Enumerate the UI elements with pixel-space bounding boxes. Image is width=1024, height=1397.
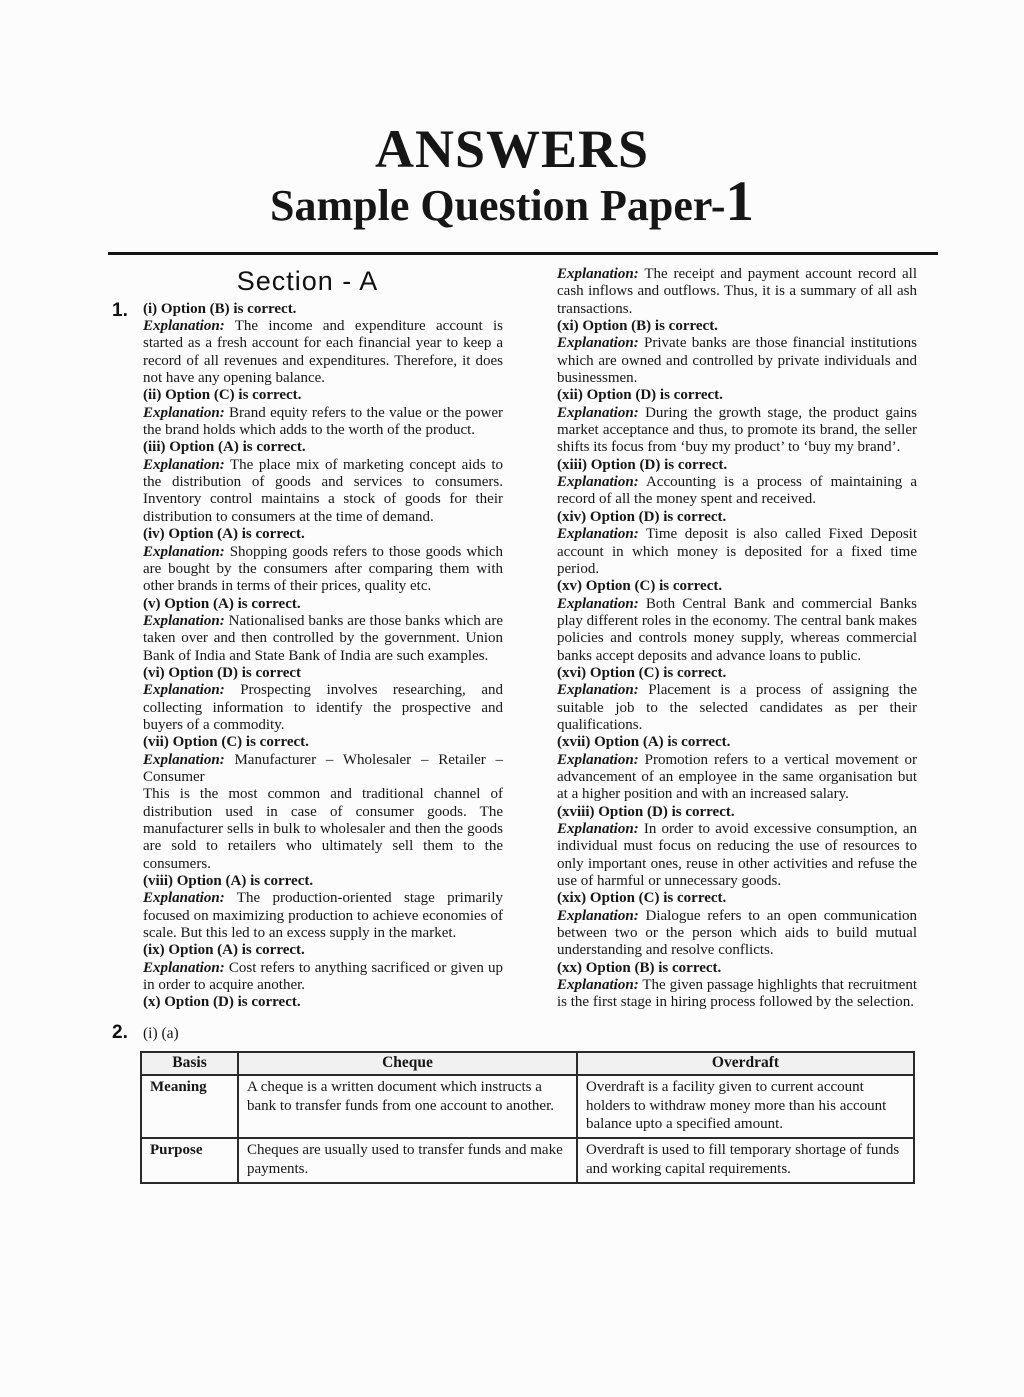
- explanation-text: The income and expenditure account is started as a fresh account for each financial year to keep a record of all revenues and expenditures. Therefore, it does not have any opening balance.: [143, 318, 503, 387]
- explanation-paragraph: [143, 682, 503, 734]
- answer-option-line: (xix) Option (C) is correct.: [557, 890, 727, 907]
- explanation-label: Explanation:: [557, 751, 639, 768]
- explanation-label: Explanation:: [557, 474, 639, 491]
- explanation-paragraph: [143, 544, 503, 596]
- explanation-paragraph: [143, 613, 503, 665]
- explanation-text: The given passage highlights that recruitment is the first stage in hiring process followed by the selection.: [557, 977, 917, 1011]
- explanation-paragraph: [143, 405, 503, 440]
- explanation-paragraph: [557, 266, 917, 318]
- answer-option-line: (xiii) Option (D) is correct.: [557, 456, 728, 473]
- explanation-text: Both Central Bank and commercial Banks play different roles in the economy. The central bank makes policies and controls money supply, whereas commercial banks accept deposits and advance loans to public.: [557, 595, 917, 664]
- explanation-label: Explanation:: [143, 890, 225, 907]
- explanation-text: Manufacturer – Wholesaler – Retailer – Consumer: [143, 751, 503, 785]
- explanation-text: Prospecting involves researching, and collecting information to identify the prospective and buyers of a commodity.: [143, 682, 503, 733]
- table-cell-overdraft: Overdraft is used to fill temporary shortage of funds and working capital requirements.: [577, 1138, 914, 1183]
- explanation-label: Explanation:: [143, 543, 225, 560]
- explanation-label: Explanation:: [143, 959, 225, 976]
- explanation-text: The receipt and payment account record all cash inflows and outflows. Thus, it is a summary of all ash transactions.: [557, 266, 918, 317]
- explanation-label: Explanation:: [557, 682, 639, 699]
- question-2-label: (i) (a): [143, 1024, 179, 1042]
- right-column: [557, 263, 917, 1012]
- main-title: ANSWERS: [374, 119, 650, 179]
- explanation-label: Explanation:: [143, 612, 225, 629]
- explanation-text: Accounting is a process of maintaining a record of all the money spent and received.: [557, 474, 917, 508]
- table-row: [141, 1138, 914, 1183]
- explanation-label: Explanation:: [143, 318, 225, 335]
- explanation-text: Time deposit is also called Fixed Deposit account in which money is deposited for a fixed time period.: [557, 526, 918, 577]
- table-header-basis: Basis: [141, 1052, 238, 1075]
- explanation-text: Placement is a process of assigning the suitable job to the selected candidates as per their qualifications.: [557, 682, 917, 733]
- table-header-cheque: Cheque: [238, 1052, 577, 1075]
- explanation-label: Explanation:: [143, 404, 225, 421]
- explanation-label: Explanation:: [557, 266, 639, 282]
- question-1-number: 1.: [112, 299, 128, 321]
- answer-option-line: (iv) Option (A) is correct.: [143, 526, 305, 543]
- answer-option-line: (xviii) Option (D) is correct.: [557, 803, 735, 820]
- explanation-label: Explanation:: [557, 821, 639, 837]
- question-1: [112, 301, 503, 1012]
- answer-option-line: (xii) Option (D) is correct.: [557, 387, 723, 404]
- answers-left-blocks: [143, 301, 503, 1012]
- section-heading: Section - A: [236, 266, 379, 296]
- explanation-label: Explanation:: [557, 977, 639, 994]
- subtitle-paper-number: 1: [725, 170, 754, 233]
- subtitle-text: Sample Question Paper-: [270, 181, 726, 230]
- left-column: [112, 263, 503, 1012]
- explanation-paragraph: [557, 682, 917, 734]
- explanation-paragraph: [557, 752, 917, 804]
- answer-option-line: (xx) Option (B) is correct.: [557, 959, 722, 976]
- explanation-label: Explanation:: [557, 526, 639, 543]
- explanation-text: In order to avoid excessive consumption, an individual must focus on reducing the use of resources to only important ones, reuse in other activities and refuse the use of harmful or unnecessary goods.: [557, 821, 918, 890]
- question-2: [0, 1012, 1024, 1044]
- table-header-overdraft: Overdraft: [577, 1052, 914, 1075]
- explanation-text: Promotion refers to a vertical movement or advancement of an employee in the same organisation but at a higher position and with an increased salary.: [557, 751, 918, 803]
- explanation-text: During the growth stage, the product gains market acceptance and thus, to promote its brand, the seller shifts its focus from ‘buy my product’ to ‘buy my brand’.: [557, 404, 917, 456]
- table-cell-basis: Meaning: [141, 1075, 238, 1138]
- explanation-paragraph: [557, 821, 917, 890]
- table-header-row: [141, 1052, 914, 1075]
- explanation-paragraph: [557, 908, 917, 960]
- explanation-paragraph: [557, 474, 917, 509]
- explanation-paragraph: [557, 405, 917, 457]
- answers-columns: [0, 255, 1024, 1012]
- table-row: [141, 1075, 914, 1138]
- explanation-text: Private banks are those financial institutions which are owned and controlled by private individuals and businessmen.: [557, 335, 918, 387]
- explanation-paragraph: [143, 457, 503, 526]
- explanation-label: Explanation:: [557, 335, 639, 352]
- explanation-label: Explanation:: [143, 456, 225, 473]
- comparison-table: [140, 1051, 915, 1184]
- answer-option-line: (i) Option (B) is correct.: [143, 300, 297, 317]
- explanation-paragraph: [557, 526, 917, 578]
- answer-option-line: (v) Option (A) is correct.: [143, 595, 301, 612]
- explanation-text: Nationalised banks are those banks which are taken over and then controlled by the government. Union Bank of India and State Bank of India are such examples.: [143, 612, 503, 664]
- explanation-paragraph: [143, 960, 503, 995]
- explanation-text: Shopping goods refers to those goods which are bought by the consumers after comparing them with other brands in terms of their prices, quality etc.: [143, 543, 503, 595]
- explanation-paragraph: [143, 318, 503, 387]
- subtitle: [0, 170, 1024, 233]
- answer-option-line: (ix) Option (A) is correct.: [143, 942, 305, 959]
- explanation-paragraph: [143, 752, 503, 787]
- table-cell-cheque: A cheque is a written document which instructs a bank to transfer funds from one account to another.: [238, 1075, 577, 1138]
- answer-option-line: (viii) Option (A) is correct.: [143, 873, 314, 890]
- document-header: [0, 0, 1024, 233]
- explanation-paragraph: [557, 335, 917, 387]
- answer-option-line: (xiv) Option (D) is correct.: [557, 508, 727, 525]
- explanation-paragraph: [557, 596, 917, 665]
- question-2-number: 2.: [112, 1021, 128, 1043]
- table-cell-overdraft: Overdraft is a facility given to current account holders to withdraw money more than his account balance upto a specified amount.: [577, 1075, 914, 1138]
- answer-option-line: (xvi) Option (C) is correct.: [557, 664, 727, 681]
- answer-option-line: (xi) Option (B) is correct.: [557, 318, 718, 335]
- answer-option-line: (iii) Option (A) is correct.: [143, 439, 306, 456]
- explanation-label: Explanation:: [143, 682, 225, 699]
- answer-option-line: (xv) Option (C) is correct.: [557, 578, 723, 595]
- answer-option-line: (vii) Option (C) is correct.: [143, 734, 309, 751]
- table-cell-cheque: Cheques are usually used to transfer funds and make payments.: [238, 1138, 577, 1183]
- explanation-text: Brand equity refers to the value or the power the brand holds which adds to the worth of the product.: [143, 404, 503, 439]
- answer-option-line: (xvii) Option (A) is correct.: [557, 734, 731, 751]
- explanation-label: Explanation:: [557, 404, 639, 421]
- explanation-label: Explanation:: [557, 595, 639, 612]
- explanation-text: The place mix of marketing concept aids to the distribution of goods and services to consumers. Inventory control maintains a stock of goods for their distribution to consumers at the time of demand.: [143, 456, 503, 525]
- explanation-label: Explanation:: [557, 907, 639, 924]
- answer-option-line: (x) Option (D) is correct.: [143, 994, 301, 1011]
- answer-option-line: (ii) Option (C) is correct.: [143, 387, 302, 404]
- explanation-text: The production-oriented stage primarily focused on maximizing production to achieve economies of scale. But this led to an excess supply in the market.: [143, 890, 503, 942]
- explanation-paragraph: [143, 890, 503, 942]
- explanation-text: Dialogue refers to an open communication between two or the person which aids to build mutual understanding and resolve conflicts.: [557, 907, 918, 959]
- explanation-text: Cost refers to anything sacrificed or given up in order to acquire another.: [143, 959, 504, 994]
- explanation-paragraph: [557, 977, 917, 1012]
- answers-right-blocks: [557, 266, 917, 1012]
- body-paragraph: This is the most common and traditional channel of distribution used in case of consumer goods. The manufacturer sells in bulk to wholesaler and then the goods are sold to retailers who ultimately sell them to the consumers.: [143, 786, 503, 872]
- answer-option-line: (vi) Option (D) is correct: [143, 664, 302, 681]
- table-cell-basis: Purpose: [141, 1138, 238, 1183]
- explanation-label: Explanation:: [143, 751, 225, 768]
